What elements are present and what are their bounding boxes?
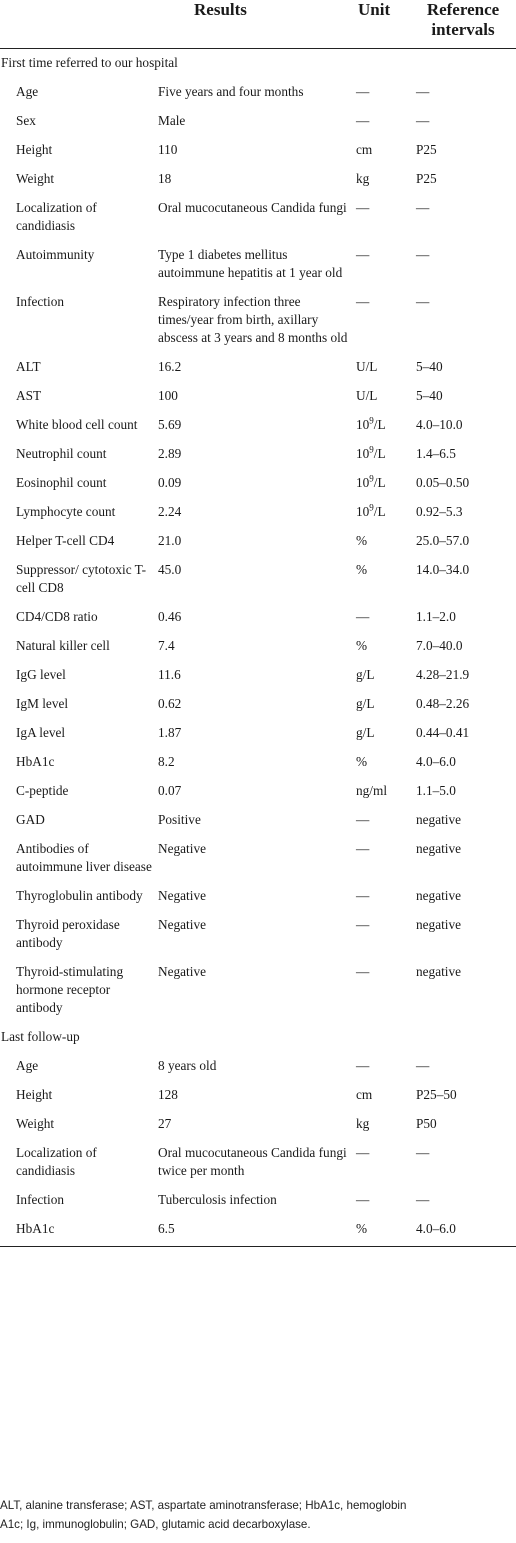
unit-exponent: 9	[369, 502, 374, 513]
reference-interval: P25	[416, 171, 437, 186]
table-row	[0, 1186, 516, 1215]
result-value: 21.0	[158, 533, 182, 548]
parameter-name: Localization of candidiasis	[16, 1145, 97, 1178]
table-row	[0, 632, 516, 661]
reference-interval: —	[416, 1058, 430, 1073]
unit-value: —	[356, 841, 370, 856]
table-row	[0, 748, 516, 777]
footnote-line-2: A1c; Ig, immunoglobulin; GAD, glutamic acid decarboxylase.	[0, 1518, 311, 1531]
parameter-name: Suppressor/ cytotoxic T-cell CD8	[16, 562, 147, 595]
section-row	[0, 1023, 516, 1052]
table-row	[0, 165, 516, 194]
result-value: 8.2	[158, 754, 175, 769]
unit-value: %	[356, 562, 368, 577]
reference-interval: 5–40	[416, 388, 443, 403]
result-value: 8 years old	[158, 1058, 217, 1073]
parameter-name: Height	[16, 142, 53, 157]
unit-value	[356, 498, 416, 527]
table-row	[0, 498, 516, 527]
table-row	[0, 382, 516, 411]
parameter-name: Weight	[16, 1116, 55, 1131]
result-value: Positive	[158, 812, 201, 827]
reference-interval: 0.92–5.3	[416, 504, 463, 519]
result-value: 11.6	[158, 667, 181, 682]
reference-interval: P25	[416, 142, 437, 157]
parameter-name: HbA1c	[16, 754, 55, 769]
table-row	[0, 1139, 516, 1186]
parameter-name: CD4/CD8 ratio	[16, 609, 98, 624]
table-row	[0, 440, 516, 469]
unit-value: U/L	[356, 388, 378, 403]
result-value: 110	[158, 142, 178, 157]
parameter-name: IgA level	[16, 725, 66, 740]
result-value: 7.4	[158, 638, 175, 653]
unit-value	[356, 440, 416, 469]
table-row	[0, 1215, 516, 1247]
parameter-name: Neutrophil count	[16, 446, 107, 461]
unit-value: —	[356, 964, 370, 979]
result-value: 27	[158, 1116, 172, 1131]
parameter-name: Thyroid-stimulating hormone receptor antibody	[16, 964, 124, 1015]
result-value: 100	[158, 388, 178, 403]
header-unit: Unit	[356, 0, 416, 49]
result-value: Type 1 diabetes mellitus autoimmune hepatitis at 1 year old	[158, 247, 343, 280]
unit-value: cm	[356, 1087, 373, 1102]
table-row	[0, 1081, 516, 1110]
unit-value: ng/ml	[356, 783, 388, 798]
result-value: 5.69	[158, 417, 182, 432]
reference-interval: negative	[416, 917, 462, 932]
parameter-name: Infection	[16, 1192, 64, 1207]
unit-value: —	[356, 84, 370, 99]
unit-value: —	[356, 812, 370, 827]
result-value: Five years and four months	[158, 84, 304, 99]
unit-exponent: 9	[369, 473, 374, 484]
unit-value: kg	[356, 1116, 370, 1131]
result-value: Oral mucocutaneous Candida fungi twice per month	[158, 1145, 347, 1178]
result-value: Male	[158, 113, 186, 128]
parameter-name: Localization of candidiasis	[16, 200, 97, 233]
table-row	[0, 661, 516, 690]
reference-interval: 0.48–2.26	[416, 696, 470, 711]
reference-interval: 5–40	[416, 359, 443, 374]
table-footnote	[0, 1496, 516, 1534]
table-row	[0, 136, 516, 165]
parameter-name: Age	[16, 84, 39, 99]
unit-value: %	[356, 533, 368, 548]
reference-interval: —	[416, 84, 430, 99]
unit-base: 10	[356, 504, 370, 519]
parameter-name: Autoimmunity	[16, 247, 95, 262]
result-value: 0.07	[158, 783, 182, 798]
unit-value: —	[356, 1192, 370, 1207]
unit-value: g/L	[356, 696, 375, 711]
unit-base: 10	[356, 417, 370, 432]
reference-interval: 14.0–34.0	[416, 562, 470, 577]
parameter-name: Sex	[16, 113, 36, 128]
result-value: 16.2	[158, 359, 182, 374]
reference-interval: 4.0–6.0	[416, 754, 456, 769]
reference-interval: —	[416, 247, 430, 262]
table-body	[0, 49, 516, 1247]
result-value: Respiratory infection three times/year from birth, axillary abscess at 3 years and 8 months old	[158, 294, 348, 345]
result-value: Negative	[158, 917, 206, 932]
table-row	[0, 911, 516, 958]
unit-value	[356, 469, 416, 498]
section-row	[0, 49, 516, 79]
parameter-name: HbA1c	[0, 1215, 158, 1247]
parameter-name: AST	[16, 388, 42, 403]
unit-value: cm	[356, 142, 373, 157]
result-value: 45.0	[158, 562, 182, 577]
unit-exponent: 9	[369, 444, 374, 455]
result-value: 2.89	[158, 446, 182, 461]
reference-interval: 4.0–6.0	[416, 1215, 516, 1247]
reference-interval: —	[416, 1192, 430, 1207]
parameter-name: Lymphocyte count	[16, 504, 116, 519]
result-value: Negative	[158, 964, 206, 979]
result-value: 6.5	[158, 1215, 356, 1247]
table-row	[0, 556, 516, 603]
header-reference-intervals: Reference intervals	[416, 0, 516, 49]
table-row	[0, 411, 516, 440]
parameter-name: Helper T-cell CD4	[16, 533, 115, 548]
reference-interval: negative	[416, 888, 462, 903]
unit-value: %	[356, 754, 368, 769]
unit-value: —	[356, 294, 370, 309]
reference-interval: negative	[416, 841, 462, 856]
reference-interval: P25–50	[416, 1087, 457, 1102]
unit-value: %	[356, 638, 368, 653]
table-row	[0, 194, 516, 241]
parameter-name: Antibodies of autoimmune liver disease	[16, 841, 152, 874]
result-value: 2.24	[158, 504, 182, 519]
section-title: First time referred to our hospital	[1, 55, 178, 70]
unit-value: —	[356, 113, 370, 128]
unit-value: %	[356, 1215, 416, 1247]
reference-interval: 1.4–6.5	[416, 446, 456, 461]
unit-value: —	[356, 917, 370, 932]
table-row	[0, 241, 516, 288]
table-row	[0, 690, 516, 719]
reference-interval: 4.28–21.9	[416, 667, 470, 682]
unit-value: —	[356, 1058, 370, 1073]
unit-value: U/L	[356, 359, 378, 374]
footnote-line-1: ALT, alanine transferase; AST, aspartate aminotransferase; HbA1c, hemoglobin	[0, 1499, 407, 1512]
unit-value: —	[356, 888, 370, 903]
table-row	[0, 288, 516, 353]
unit-value: —	[356, 609, 370, 624]
unit-tail: /L	[373, 475, 386, 490]
parameter-name: Infection	[16, 294, 64, 309]
parameter-name: Thyroglobulin antibody	[16, 888, 143, 903]
table-row	[0, 1110, 516, 1139]
unit-tail: /L	[373, 417, 386, 432]
result-value: Negative	[158, 841, 206, 856]
parameter-name: Natural killer cell	[16, 638, 110, 653]
reference-interval: —	[416, 1145, 430, 1160]
table-row	[0, 719, 516, 748]
reference-interval: P50	[416, 1116, 437, 1131]
reference-interval: negative	[416, 964, 462, 979]
table-row	[0, 469, 516, 498]
unit-tail: /L	[373, 446, 386, 461]
header-results: Results	[0, 0, 356, 49]
unit-base: 10	[356, 446, 370, 461]
result-value: 0.09	[158, 475, 182, 490]
parameter-name: GAD	[16, 812, 45, 827]
reference-interval: 4.0–10.0	[416, 417, 463, 432]
table-row	[0, 777, 516, 806]
unit-value: g/L	[356, 667, 375, 682]
table-row	[0, 78, 516, 107]
result-value: 18	[158, 171, 172, 186]
unit-value	[356, 411, 416, 440]
unit-value: —	[356, 200, 370, 215]
result-value: 128	[158, 1087, 178, 1102]
reference-interval: 0.44–0.41	[416, 725, 470, 740]
table-row	[0, 353, 516, 382]
unit-value: kg	[356, 171, 370, 186]
reference-interval: —	[416, 294, 430, 309]
unit-tail: /L	[373, 504, 386, 519]
unit-value: g/L	[356, 725, 375, 740]
parameter-name: IgG level	[16, 667, 66, 682]
parameter-name: Eosinophil count	[16, 475, 107, 490]
table-row	[0, 107, 516, 136]
table-row	[0, 1052, 516, 1081]
table-row	[0, 603, 516, 632]
reference-interval: —	[416, 113, 430, 128]
result-value: Tuberculosis infection	[158, 1192, 277, 1207]
parameter-name: Thyroid peroxidase antibody	[16, 917, 120, 950]
result-value: 1.87	[158, 725, 182, 740]
parameter-name: IgM level	[16, 696, 69, 711]
table-row	[0, 527, 516, 556]
reference-interval: 25.0–57.0	[416, 533, 470, 548]
reference-interval: 1.1–5.0	[416, 783, 456, 798]
result-value: Negative	[158, 888, 206, 903]
unit-base: 10	[356, 475, 370, 490]
reference-interval: 1.1–2.0	[416, 609, 456, 624]
table-header-row	[0, 0, 516, 49]
unit-exponent: 9	[369, 415, 374, 426]
reference-interval: negative	[416, 812, 462, 827]
parameter-name: Age	[16, 1058, 39, 1073]
unit-value: —	[356, 1145, 370, 1160]
parameter-name: C-peptide	[16, 783, 69, 798]
reference-interval: 7.0–40.0	[416, 638, 463, 653]
result-value: Oral mucocutaneous Candida fungi	[158, 200, 347, 215]
reference-interval: 0.05–0.50	[416, 475, 470, 490]
unit-value: —	[356, 247, 370, 262]
table-row	[0, 835, 516, 882]
parameter-name: Height	[16, 1087, 53, 1102]
section-title: Last follow-up	[1, 1029, 80, 1044]
parameter-name: Weight	[16, 171, 55, 186]
parameter-name: White blood cell count	[16, 417, 138, 432]
table-row	[0, 882, 516, 911]
result-value: 0.46	[158, 609, 182, 624]
parameter-name: ALT	[16, 359, 41, 374]
result-value: 0.62	[158, 696, 182, 711]
table-row	[0, 958, 516, 1023]
table-row	[0, 806, 516, 835]
reference-interval: —	[416, 200, 430, 215]
